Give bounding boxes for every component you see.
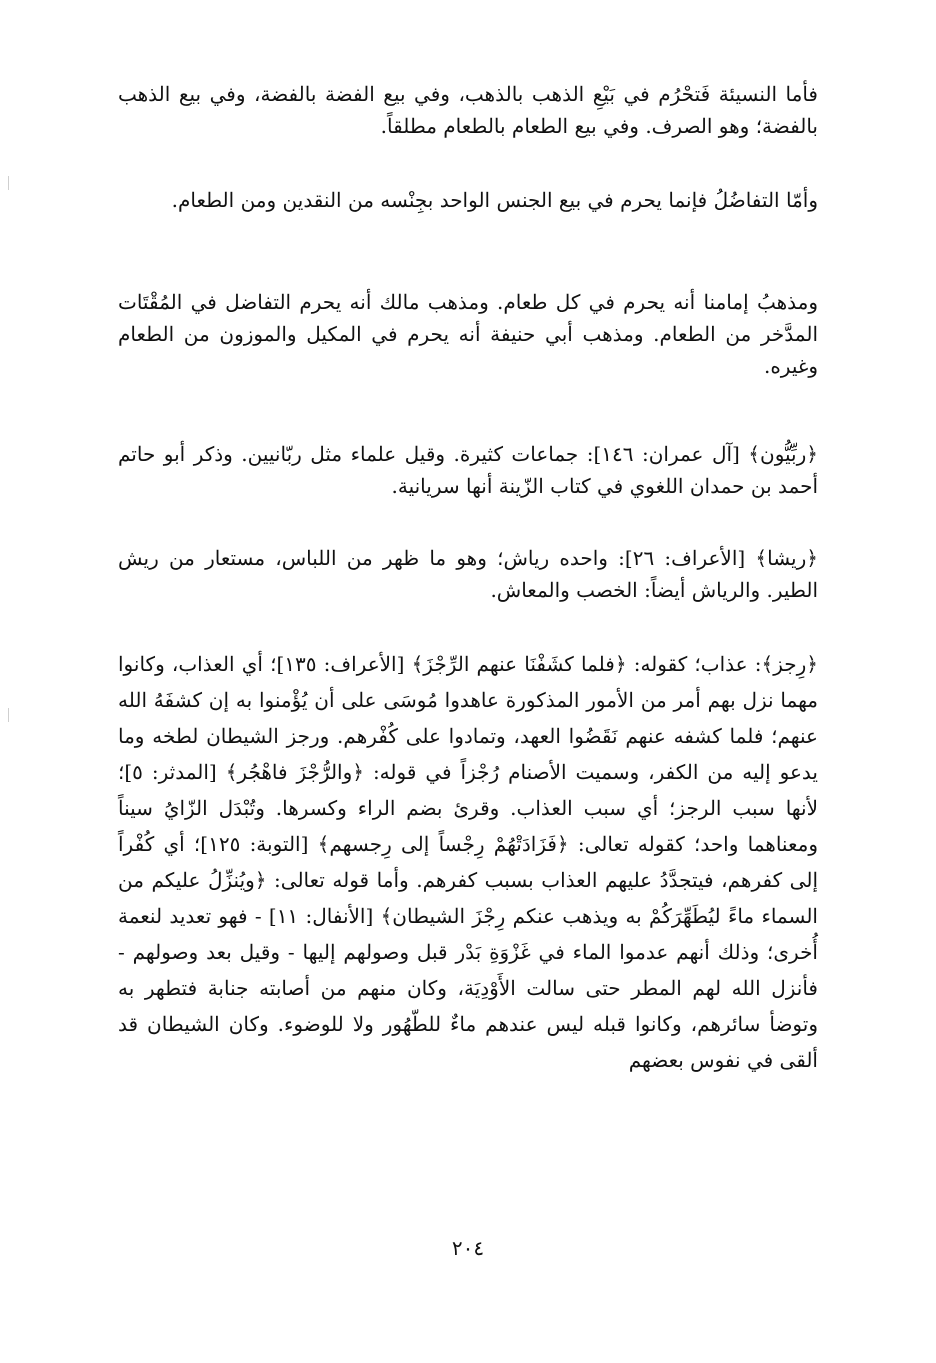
paragraph-riba-nasia: فأما النسيئة فَتحْرُم في بَيْعِ الذهب بالذهب، وفي بيع الفضة بالفضة، وفي بيع الذهب بالفضة؛ وهو الصرف. وفي بيع الطعام بالطعام مطلقاً. xyxy=(118,82,818,138)
page-number: ٢٠٤ xyxy=(451,1236,485,1260)
entry-rijz: ﴿رِجز﴾: عذاب؛ كقوله: ﴿فلما كشَفْنَا عنهم الرِّجْزَ﴾ [الأعراف: ١٣٥]؛ أي العذاب، وكانوا مهما نزل بهم أمر من الأمور المذكورة عاهدوا مُوسَى على أن يُؤْمنوا به إن كشفَهُ الله عنهم؛ فلما كشفه عنهم نَقَضُوا العهد، وتمادوا على كُفْرهم. ورجز الشيطان لطخه وما يدعو إليه من الكفر، وسميت الأصنام رُجْزاً في قوله: ﴿والرُّجْزَ فاهْجُر﴾ [المدثر: ٥]؛ لأنها سبب الرجز؛ أي سبب العذاب. وقرئ بضم الراء وكسرها. وتُبْدَل الزّايُ سيناً ومعناهما واحد؛ كقوله تعالى: ﴿فَزَادَتْهُمْ رِجْساً إلى رِجسهم﴾ [التوبة: ١٢٥]؛ أي كُفْراً إلى كفرهم، فيتجدَّدُ عليهم العذاب بسبب كفرهم. وأما قوله تعالى: ﴿ويُنزِّلُ عليكم من السماء ماءً ليُطَهِّرَكُمْ به ويذهب عنكم رِجْزَ الشيطان﴾ [الأنفال: ١١] - فهو تعديد لنعمة أُخرى؛ وذلك أنهم عدموا الماء في غَزْوَةِ بَدْر قبل وصولهم إليها - وقيل بعد وصولهم - فأنزل الله لهم المطر حتى سالت الأَوْدِيَة، وكان منهم من أصابته جنابة فتطهر به وتوضأ سائرهم، وكانوا قبله ليس عندهم ماءٌ للطّهُور ولا للوضوء. وكان الشيطان قد ألقى في نفوس بعضهم xyxy=(118,652,818,1072)
margin-mark xyxy=(8,708,9,722)
paragraph-madhhab: ومذهبُ إمامنا أنه يحرم في كل طعام. ومذهب مالك أنه يحرم التفاضل في المُقْتَات المدَّخر من الطعام. ومذهب أبي حنيفة أنه يحرم في المكيل والموزون من الطعام وغيره. xyxy=(118,290,818,378)
paragraph-tafadul: وأمّا التفاضُلُ فإنما يحرم في بيع الجنس الواحد بجِنْسه من النقدين ومن الطعام. xyxy=(171,188,818,212)
entry-risha: ﴿ريشا﴾ [الأعراف: ٢٦]: واحده رياش؛ وهو ما ظهر من اللباس، مستعار من ريش الطير. والرياش أيضاً: الخصب والمعاش. xyxy=(118,546,818,602)
entry-ribbiyyun: ﴿ربِّيُّون﴾ [آل عمران: ١٤٦]: جماعات كثيرة. وقيل علماء مثل ربّانيين. وذكر أبو حاتم أحمد بن حمدان اللغوي في كتاب الزّينة أنها سريانية. xyxy=(118,442,819,498)
margin-mark xyxy=(8,176,9,190)
